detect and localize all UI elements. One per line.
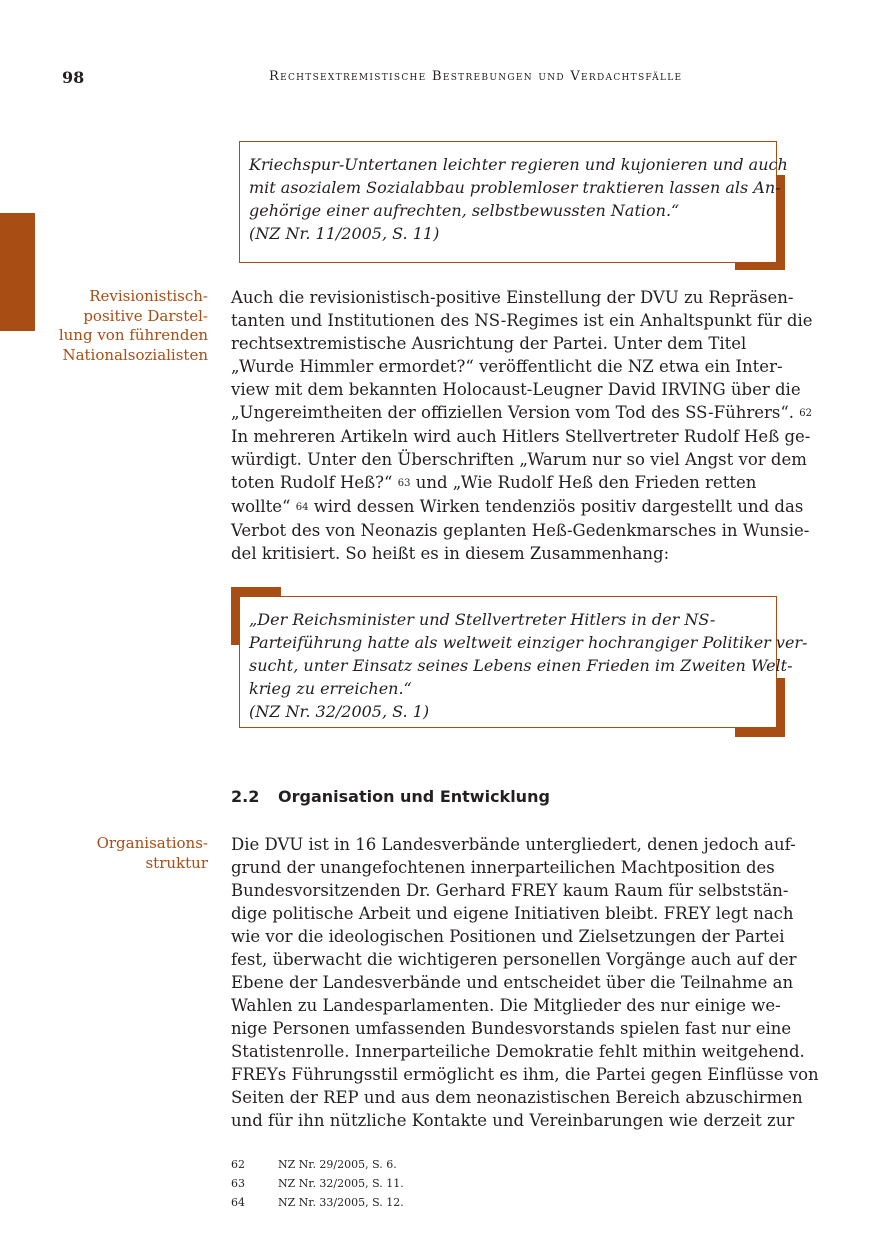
footnote-text: NZ Nr. 33/2005, S. 12. (278, 1196, 404, 1209)
text-line: fest, überwacht die wichtigeren personellen Vorgänge auch auf der (231, 950, 797, 969)
margin-note-line: struktur (145, 853, 208, 872)
footnote-reference[interactable]: 63 (397, 478, 411, 489)
text-line: Seiten der REP und aus dem neonazistischen Bereich abzuschirmen (231, 1088, 803, 1107)
quote-line: „Der Reichsminister und Stellvertreter Hitlers in der NS- (249, 610, 716, 629)
quote-line: mit asozialem Sozialabbau problemloser traktieren lassen als An- (249, 178, 781, 197)
text-line: nige Personen umfassenden Bundesvorstands spielen fast nur eine (231, 1019, 792, 1038)
body-paragraph (231, 833, 819, 1132)
quote-box (239, 596, 808, 728)
text-line: Die DVU ist in 16 Landesverbände untergliedert, denen jedoch auf- (231, 835, 796, 854)
text-line: Wahlen zu Landesparlamenten. Die Mitglieder des nur einige we- (231, 996, 781, 1015)
quote-line: Parteiführung hatte als weltweit einziger hochrangiger Politiker ver- (249, 633, 808, 652)
footnotes (231, 1155, 404, 1212)
margin-note-line: lung von führenden (58, 326, 208, 344)
margin-note-line: Organisations- (96, 834, 208, 852)
text-line: FREYs Führungsstil ermöglicht es ihm, die Partei gegen Einflüsse von (231, 1065, 819, 1084)
body-paragraph (231, 286, 813, 565)
text-line (231, 495, 813, 519)
text-line: „Wurde Himmler ermordet?“ veröffentlicht die NZ etwa ein Inter- (231, 357, 783, 376)
footnote-number: 62 (231, 1158, 245, 1171)
text-line: Ebene der Landesverbände und entscheidet über die Teilnahme an (231, 973, 794, 992)
quote-line: sucht, unter Einsatz seines Lebens einen Frieden im Zweiten Welt- (249, 656, 793, 675)
text-line: Bundesvorsitzenden Dr. Gerhard FREY kaum Raum für selbststän- (231, 881, 789, 900)
text-line: tanten und Institutionen des NS-Regimes ist ein Anhaltspunkt für die (231, 311, 813, 330)
text-line: Statistenrolle. Innerparteiliche Demokratie fehlt mithin weitgehend. (231, 1042, 805, 1061)
page-number: 98 (62, 68, 85, 87)
margin-note-line: Nationalsozialisten (62, 345, 208, 364)
section-number: 2.2 (231, 787, 260, 806)
text-segment: toten Rudolf Heß?“ (231, 473, 393, 492)
margin-note (59, 287, 208, 365)
margin-note-line: positive Darstel- (83, 306, 208, 325)
quote-box (239, 141, 788, 263)
text-line: würdigt. Unter den Überschriften „Warum nur so viel Angst vor dem (231, 450, 807, 469)
footnote-text: NZ Nr. 29/2005, S. 6. (278, 1158, 397, 1171)
text-line: Auch die revisionistisch-positive Einstellung der DVU zu Repräsen- (231, 288, 794, 307)
footnote (231, 1193, 404, 1212)
chapter-edge-tab (0, 213, 35, 331)
text-segment: „Ungereimtheiten der offiziellen Version vom Tod des SS-Führers“. (231, 403, 795, 422)
text-line: Verbot des von Neonazis geplanten Heß-Gedenkmarsches in Wunsie- (231, 521, 810, 540)
margin-note-line: Revisionistisch- (89, 287, 208, 305)
text-line: In mehreren Artikeln wird auch Hitlers Stellvertreter Rudolf Heß ge- (231, 427, 811, 446)
quote-line: Kriechspur-Untertanen leichter regieren und kujonieren und auch (249, 155, 788, 174)
footnote-text: NZ Nr. 32/2005, S. 11. (278, 1177, 404, 1190)
text-line: rechtsextremistische Ausrichtung der Partei. Unter dem Titel (231, 334, 747, 353)
text-segment: und „Wie Rudolf Heß den Frieden retten (415, 473, 757, 492)
quote-line: gehörige einer aufrechten, selbstbewussten Nation.“ (249, 201, 680, 220)
text-segment: wird dessen Wirken tendenziös positiv dargestellt und das (313, 497, 804, 516)
text-line (231, 471, 813, 495)
text-line: grund der unangefochtenen innerparteilichen Machtposition des (231, 858, 775, 877)
quote-source: (NZ Nr. 11/2005, S. 11) (249, 224, 440, 243)
text-line (231, 401, 813, 425)
footnote (231, 1174, 404, 1193)
text-line: wie vor die ideologischen Positionen und Zielsetzungen der Partei (231, 927, 785, 946)
running-header: Rechtsextremistische Bestrebungen und Verdachtsfälle (269, 69, 683, 84)
margin-note (97, 834, 208, 873)
text-segment: wollte“ (231, 497, 291, 516)
quote-source: (NZ Nr. 32/2005, S. 1) (249, 702, 430, 721)
footnote-reference[interactable]: 64 (295, 502, 309, 513)
footnote-number: 63 (231, 1177, 245, 1190)
section-heading (231, 787, 550, 806)
text-line: view mit dem bekannten Holocaust-Leugner David IRVING über die (231, 380, 801, 399)
text-line: del kritisiert. So heißt es in diesem Zusammenhang: (231, 544, 670, 563)
footnote-number: 64 (231, 1196, 245, 1209)
text-line: dige politische Arbeit und eigene Initiativen bleibt. FREY legt nach (231, 904, 794, 923)
footnote (231, 1155, 404, 1174)
text-line: und für ihn nützliche Kontakte und Vereinbarungen wie derzeit zur (231, 1111, 795, 1130)
section-title: Organisation und Entwicklung (278, 787, 550, 806)
footnote-reference[interactable]: 62 (799, 408, 812, 419)
quote-line: krieg zu erreichen.“ (249, 679, 412, 698)
